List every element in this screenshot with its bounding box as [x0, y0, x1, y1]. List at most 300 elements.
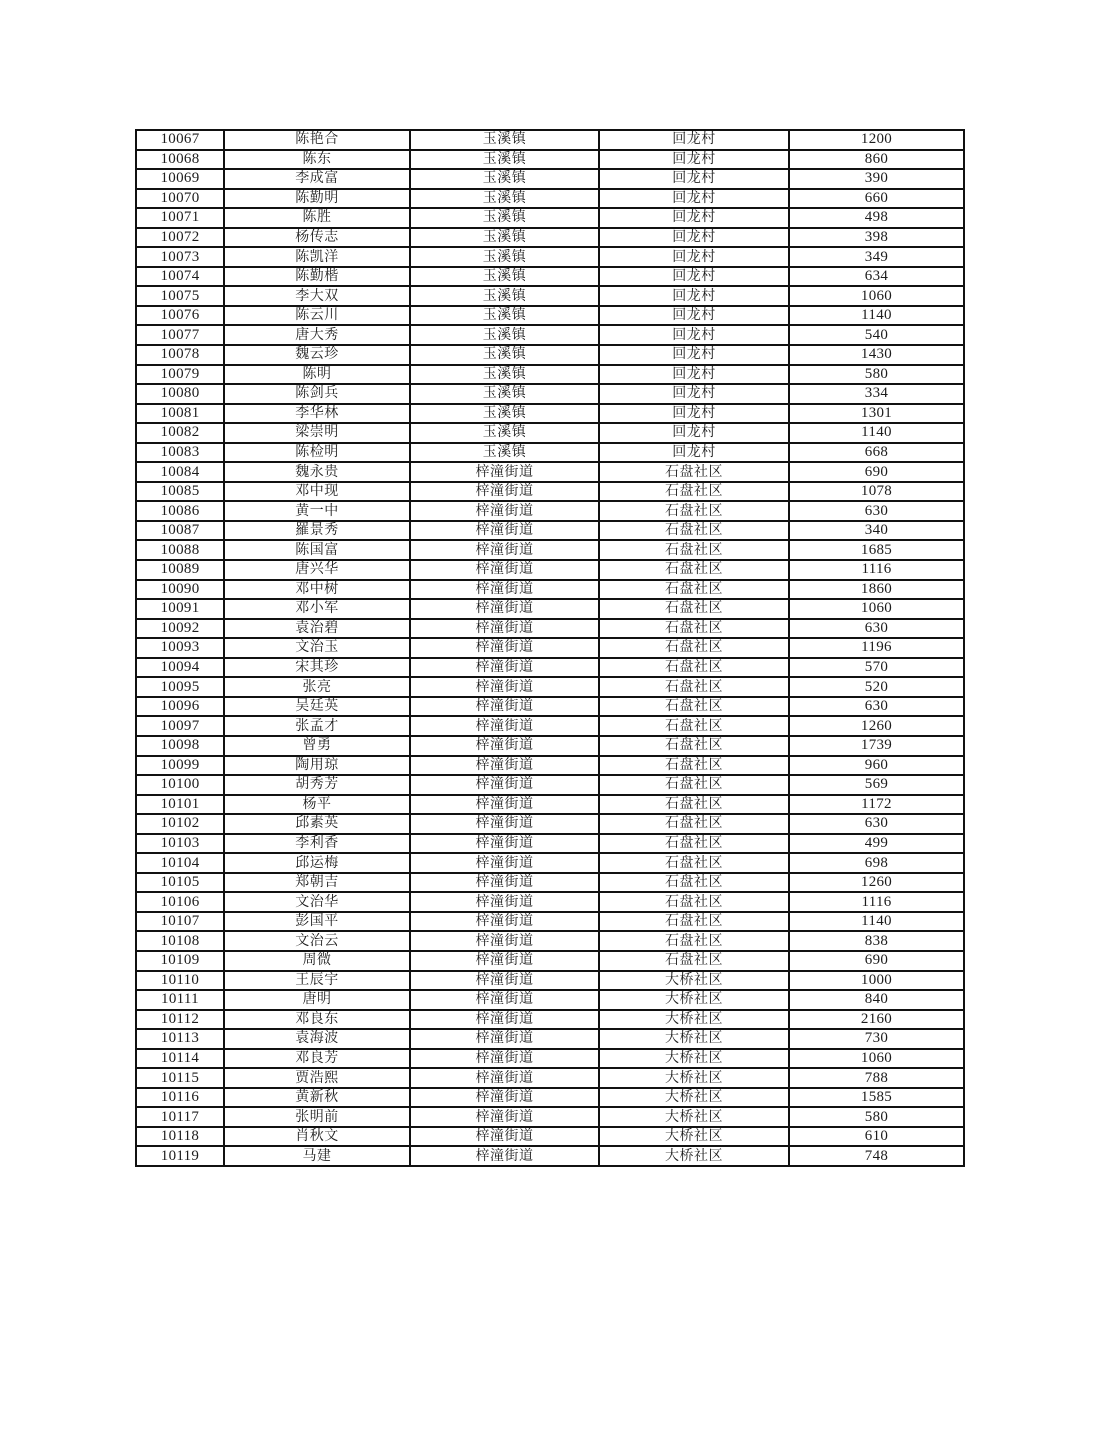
cell-village: 石盘社区 — [599, 853, 789, 873]
cell-town: 梓潼街道 — [410, 540, 599, 560]
cell-town: 玉溪镇 — [410, 130, 599, 150]
table-row — [136, 1068, 964, 1088]
cell-amount: 1200 — [789, 130, 964, 150]
cell-town: 梓潼街道 — [410, 638, 599, 658]
cell-amount: 1739 — [789, 736, 964, 756]
table-body — [136, 130, 964, 1166]
cell-village: 石盘社区 — [599, 677, 789, 697]
cell-id: 10080 — [136, 384, 224, 404]
cell-village: 回龙村 — [599, 286, 789, 306]
cell-name: 陈勤楷 — [224, 267, 410, 287]
cell-amount: 1685 — [789, 540, 964, 560]
cell-town: 梓潼街道 — [410, 482, 599, 502]
cell-name: 杨传志 — [224, 228, 410, 248]
cell-id: 10083 — [136, 443, 224, 463]
cell-village: 大桥社区 — [599, 1107, 789, 1127]
cell-amount: 668 — [789, 443, 964, 463]
cell-town: 梓潼街道 — [410, 658, 599, 678]
cell-amount: 630 — [789, 619, 964, 639]
cell-amount: 1060 — [789, 599, 964, 619]
cell-village: 回龙村 — [599, 423, 789, 443]
cell-village: 回龙村 — [599, 345, 789, 365]
cell-name: 李成富 — [224, 169, 410, 189]
cell-name: 陈云川 — [224, 306, 410, 326]
cell-name: 陶用琼 — [224, 756, 410, 776]
cell-village: 石盘社区 — [599, 912, 789, 932]
cell-village: 大桥社区 — [599, 1049, 789, 1069]
cell-name: 陈凯洋 — [224, 247, 410, 267]
cell-id: 10094 — [136, 658, 224, 678]
table-row — [136, 677, 964, 697]
cell-town: 梓潼街道 — [410, 560, 599, 580]
cell-id: 10096 — [136, 697, 224, 717]
cell-name: 袁海波 — [224, 1029, 410, 1049]
cell-town: 玉溪镇 — [410, 443, 599, 463]
table-row — [136, 775, 964, 795]
cell-id: 10090 — [136, 580, 224, 600]
cell-name: 唐大秀 — [224, 325, 410, 345]
table-row — [136, 150, 964, 170]
cell-amount: 569 — [789, 775, 964, 795]
cell-town: 玉溪镇 — [410, 423, 599, 443]
cell-amount: 334 — [789, 384, 964, 404]
cell-id: 10105 — [136, 873, 224, 893]
cell-name: 周微 — [224, 951, 410, 971]
table-row — [136, 1107, 964, 1127]
cell-name: 贾浩熙 — [224, 1068, 410, 1088]
cell-town: 梓潼街道 — [410, 677, 599, 697]
cell-village: 大桥社区 — [599, 971, 789, 991]
cell-village: 回龙村 — [599, 384, 789, 404]
cell-name: 邱素英 — [224, 814, 410, 834]
cell-village: 大桥社区 — [599, 1088, 789, 1108]
cell-amount: 1140 — [789, 423, 964, 443]
cell-amount: 1140 — [789, 306, 964, 326]
cell-name: 邓中树 — [224, 580, 410, 600]
cell-amount: 960 — [789, 756, 964, 776]
cell-name: 唐明 — [224, 990, 410, 1010]
cell-village: 石盘社区 — [599, 775, 789, 795]
cell-town: 梓潼街道 — [410, 853, 599, 873]
cell-id: 10093 — [136, 638, 224, 658]
cell-amount: 690 — [789, 462, 964, 482]
table-row — [136, 540, 964, 560]
cell-id: 10113 — [136, 1029, 224, 1049]
cell-name: 文治华 — [224, 892, 410, 912]
cell-town: 玉溪镇 — [410, 228, 599, 248]
cell-amount: 520 — [789, 677, 964, 697]
cell-village: 回龙村 — [599, 325, 789, 345]
cell-town: 梓潼街道 — [410, 580, 599, 600]
cell-id: 10088 — [136, 540, 224, 560]
table-row — [136, 1146, 964, 1166]
cell-id: 10085 — [136, 482, 224, 502]
table-row — [136, 580, 964, 600]
cell-name: 陈艳合 — [224, 130, 410, 150]
cell-id: 10115 — [136, 1068, 224, 1088]
cell-id: 10101 — [136, 795, 224, 815]
cell-amount: 838 — [789, 931, 964, 951]
cell-name: 文治云 — [224, 931, 410, 951]
cell-town: 玉溪镇 — [410, 365, 599, 385]
table-row — [136, 619, 964, 639]
cell-name: 陈勤明 — [224, 189, 410, 209]
cell-id: 10107 — [136, 912, 224, 932]
table-row — [136, 482, 964, 502]
table-row — [136, 560, 964, 580]
cell-id: 10069 — [136, 169, 224, 189]
cell-id: 10095 — [136, 677, 224, 697]
cell-amount: 630 — [789, 501, 964, 521]
cell-town: 玉溪镇 — [410, 208, 599, 228]
cell-id: 10072 — [136, 228, 224, 248]
cell-town: 梓潼街道 — [410, 1127, 599, 1147]
cell-amount: 1172 — [789, 795, 964, 815]
cell-village: 石盘社区 — [599, 756, 789, 776]
cell-village: 石盘社区 — [599, 716, 789, 736]
cell-town: 梓潼街道 — [410, 931, 599, 951]
cell-id: 10076 — [136, 306, 224, 326]
cell-village: 石盘社区 — [599, 697, 789, 717]
cell-amount: 730 — [789, 1029, 964, 1049]
table-row — [136, 951, 964, 971]
cell-id: 10102 — [136, 814, 224, 834]
cell-village: 石盘社区 — [599, 814, 789, 834]
cell-town: 梓潼街道 — [410, 736, 599, 756]
table-row — [136, 1049, 964, 1069]
cell-town: 梓潼街道 — [410, 1146, 599, 1166]
table-row — [136, 365, 964, 385]
table-row — [136, 384, 964, 404]
table-row — [136, 286, 964, 306]
cell-town: 玉溪镇 — [410, 384, 599, 404]
cell-amount: 788 — [789, 1068, 964, 1088]
cell-amount: 1000 — [789, 971, 964, 991]
cell-amount: 498 — [789, 208, 964, 228]
cell-town: 梓潼街道 — [410, 971, 599, 991]
cell-town: 玉溪镇 — [410, 169, 599, 189]
cell-amount: 340 — [789, 521, 964, 541]
cell-name: 李利香 — [224, 834, 410, 854]
table-row — [136, 990, 964, 1010]
cell-village: 石盘社区 — [599, 951, 789, 971]
cell-id: 10112 — [136, 1010, 224, 1030]
cell-amount: 698 — [789, 853, 964, 873]
table-row — [136, 1029, 964, 1049]
cell-name: 宋其珍 — [224, 658, 410, 678]
cell-village: 石盘社区 — [599, 619, 789, 639]
table-row — [136, 247, 964, 267]
cell-name: 邓中现 — [224, 482, 410, 502]
cell-id: 10077 — [136, 325, 224, 345]
table-row — [136, 345, 964, 365]
cell-id: 10082 — [136, 423, 224, 443]
cell-amount: 1060 — [789, 286, 964, 306]
table-row — [136, 931, 964, 951]
cell-name: 陈国富 — [224, 540, 410, 560]
table-row — [136, 306, 964, 326]
cell-village: 石盘社区 — [599, 462, 789, 482]
cell-name: 陈东 — [224, 150, 410, 170]
cell-amount: 1140 — [789, 912, 964, 932]
cell-name: 张孟才 — [224, 716, 410, 736]
cell-id: 10117 — [136, 1107, 224, 1127]
cell-id: 10087 — [136, 521, 224, 541]
cell-id: 10110 — [136, 971, 224, 991]
cell-name: 李大双 — [224, 286, 410, 306]
cell-name: 李华林 — [224, 404, 410, 424]
cell-amount: 1060 — [789, 1049, 964, 1069]
table-row — [136, 756, 964, 776]
cell-id: 10075 — [136, 286, 224, 306]
cell-village: 大桥社区 — [599, 990, 789, 1010]
cell-village: 石盘社区 — [599, 931, 789, 951]
cell-name: 黄新秋 — [224, 1088, 410, 1108]
cell-name: 陈胜 — [224, 208, 410, 228]
cell-town: 玉溪镇 — [410, 286, 599, 306]
cell-village: 石盘社区 — [599, 658, 789, 678]
cell-town: 梓潼街道 — [410, 912, 599, 932]
table-row — [136, 1010, 964, 1030]
cell-id: 10068 — [136, 150, 224, 170]
cell-name: 张亮 — [224, 677, 410, 697]
cell-village: 石盘社区 — [599, 540, 789, 560]
cell-town: 梓潼街道 — [410, 1068, 599, 1088]
cell-village: 回龙村 — [599, 247, 789, 267]
cell-name: 彭国平 — [224, 912, 410, 932]
cell-id: 10091 — [136, 599, 224, 619]
cell-name: 肖秋文 — [224, 1127, 410, 1147]
cell-id: 10097 — [136, 716, 224, 736]
table-row — [136, 912, 964, 932]
cell-name: 邱运梅 — [224, 853, 410, 873]
cell-amount: 630 — [789, 814, 964, 834]
cell-village: 石盘社区 — [599, 736, 789, 756]
cell-village: 大桥社区 — [599, 1127, 789, 1147]
cell-id: 10067 — [136, 130, 224, 150]
cell-name: 曾勇 — [224, 736, 410, 756]
cell-amount: 634 — [789, 267, 964, 287]
register-table — [135, 129, 965, 1167]
cell-village: 大桥社区 — [599, 1010, 789, 1030]
cell-village: 回龙村 — [599, 130, 789, 150]
table-row — [136, 443, 964, 463]
cell-town: 梓潼街道 — [410, 1049, 599, 1069]
cell-name: 陈检明 — [224, 443, 410, 463]
table-row — [136, 1127, 964, 1147]
table-row — [136, 873, 964, 893]
cell-village: 石盘社区 — [599, 521, 789, 541]
cell-name: 梁崇明 — [224, 423, 410, 443]
cell-name: 文治玉 — [224, 638, 410, 658]
cell-village: 大桥社区 — [599, 1068, 789, 1088]
table-row — [136, 521, 964, 541]
cell-village: 石盘社区 — [599, 560, 789, 580]
cell-town: 梓潼街道 — [410, 697, 599, 717]
cell-id: 10104 — [136, 853, 224, 873]
table-row — [136, 189, 964, 209]
cell-town: 梓潼街道 — [410, 892, 599, 912]
cell-amount: 390 — [789, 169, 964, 189]
cell-amount: 398 — [789, 228, 964, 248]
cell-town: 玉溪镇 — [410, 150, 599, 170]
table-row — [136, 423, 964, 443]
table-row — [136, 834, 964, 854]
cell-id: 10116 — [136, 1088, 224, 1108]
cell-id: 10109 — [136, 951, 224, 971]
cell-town: 梓潼街道 — [410, 619, 599, 639]
cell-village: 回龙村 — [599, 189, 789, 209]
cell-town: 梓潼街道 — [410, 775, 599, 795]
cell-amount: 570 — [789, 658, 964, 678]
cell-name: 邓良芳 — [224, 1049, 410, 1069]
cell-id: 10071 — [136, 208, 224, 228]
cell-village: 回龙村 — [599, 404, 789, 424]
cell-name: 黄一中 — [224, 501, 410, 521]
cell-town: 玉溪镇 — [410, 189, 599, 209]
cell-id: 10070 — [136, 189, 224, 209]
cell-town: 梓潼街道 — [410, 716, 599, 736]
cell-amount: 1078 — [789, 482, 964, 502]
cell-name: 马建 — [224, 1146, 410, 1166]
cell-village: 石盘社区 — [599, 873, 789, 893]
cell-town: 梓潼街道 — [410, 462, 599, 482]
cell-town: 梓潼街道 — [410, 1010, 599, 1030]
cell-town: 玉溪镇 — [410, 306, 599, 326]
cell-name: 唐兴华 — [224, 560, 410, 580]
cell-id: 10078 — [136, 345, 224, 365]
cell-town: 梓潼街道 — [410, 795, 599, 815]
cell-id: 10079 — [136, 365, 224, 385]
table-row — [136, 814, 964, 834]
cell-name: 邓良东 — [224, 1010, 410, 1030]
table-row — [136, 130, 964, 150]
cell-village: 石盘社区 — [599, 482, 789, 502]
cell-amount: 1116 — [789, 892, 964, 912]
table-row — [136, 971, 964, 991]
cell-name: 陈明 — [224, 365, 410, 385]
cell-town: 梓潼街道 — [410, 1088, 599, 1108]
table-row — [136, 716, 964, 736]
cell-amount: 660 — [789, 189, 964, 209]
table-row — [136, 267, 964, 287]
table-row — [136, 795, 964, 815]
cell-town: 玉溪镇 — [410, 325, 599, 345]
cell-amount: 1260 — [789, 873, 964, 893]
cell-amount: 690 — [789, 951, 964, 971]
cell-village: 石盘社区 — [599, 501, 789, 521]
cell-village: 石盘社区 — [599, 638, 789, 658]
cell-id: 10119 — [136, 1146, 224, 1166]
cell-amount: 540 — [789, 325, 964, 345]
table-row — [136, 599, 964, 619]
cell-amount: 1301 — [789, 404, 964, 424]
cell-village: 大桥社区 — [599, 1029, 789, 1049]
cell-village: 回龙村 — [599, 208, 789, 228]
cell-amount: 2160 — [789, 1010, 964, 1030]
cell-village: 回龙村 — [599, 443, 789, 463]
cell-village: 回龙村 — [599, 365, 789, 385]
cell-name: 魏云珍 — [224, 345, 410, 365]
cell-amount: 1260 — [789, 716, 964, 736]
cell-id: 10111 — [136, 990, 224, 1010]
cell-village: 回龙村 — [599, 306, 789, 326]
cell-town: 梓潼街道 — [410, 873, 599, 893]
table-row — [136, 638, 964, 658]
cell-name: 张明前 — [224, 1107, 410, 1127]
cell-id: 10074 — [136, 267, 224, 287]
cell-village: 大桥社区 — [599, 1146, 789, 1166]
cell-village: 回龙村 — [599, 150, 789, 170]
cell-amount: 610 — [789, 1127, 964, 1147]
cell-town: 梓潼街道 — [410, 1107, 599, 1127]
cell-amount: 1860 — [789, 580, 964, 600]
table-row — [136, 169, 964, 189]
cell-id: 10114 — [136, 1049, 224, 1069]
cell-town: 梓潼街道 — [410, 756, 599, 776]
cell-id: 10092 — [136, 619, 224, 639]
cell-name: 郑朝吉 — [224, 873, 410, 893]
table-row — [136, 658, 964, 678]
cell-id: 10081 — [136, 404, 224, 424]
cell-id: 10098 — [136, 736, 224, 756]
cell-id: 10108 — [136, 931, 224, 951]
cell-id: 10118 — [136, 1127, 224, 1147]
cell-village: 石盘社区 — [599, 795, 789, 815]
cell-name: 胡秀芳 — [224, 775, 410, 795]
cell-amount: 630 — [789, 697, 964, 717]
cell-town: 梓潼街道 — [410, 834, 599, 854]
cell-amount: 748 — [789, 1146, 964, 1166]
cell-amount: 1116 — [789, 560, 964, 580]
cell-id: 10106 — [136, 892, 224, 912]
cell-id: 10103 — [136, 834, 224, 854]
cell-village: 回龙村 — [599, 267, 789, 287]
table-row — [136, 697, 964, 717]
cell-town: 梓潼街道 — [410, 599, 599, 619]
table-row — [136, 208, 964, 228]
cell-village: 石盘社区 — [599, 599, 789, 619]
cell-village: 回龙村 — [599, 169, 789, 189]
cell-name: 邓小军 — [224, 599, 410, 619]
cell-id: 10099 — [136, 756, 224, 776]
cell-name: 王辰宇 — [224, 971, 410, 991]
cell-name: 杨平 — [224, 795, 410, 815]
cell-town: 梓潼街道 — [410, 951, 599, 971]
table-row — [136, 228, 964, 248]
cell-id: 10073 — [136, 247, 224, 267]
cell-town: 梓潼街道 — [410, 814, 599, 834]
cell-town: 玉溪镇 — [410, 404, 599, 424]
cell-village: 石盘社区 — [599, 834, 789, 854]
table-row — [136, 404, 964, 424]
cell-town: 梓潼街道 — [410, 1029, 599, 1049]
cell-town: 玉溪镇 — [410, 345, 599, 365]
cell-amount: 840 — [789, 990, 964, 1010]
cell-id: 10089 — [136, 560, 224, 580]
cell-name: 魏永贵 — [224, 462, 410, 482]
cell-name: 袁治碧 — [224, 619, 410, 639]
cell-village: 石盘社区 — [599, 580, 789, 600]
cell-village: 回龙村 — [599, 228, 789, 248]
cell-name: 陈剑兵 — [224, 384, 410, 404]
cell-name: 羅景秀 — [224, 521, 410, 541]
table-row — [136, 892, 964, 912]
cell-amount: 860 — [789, 150, 964, 170]
cell-id: 10084 — [136, 462, 224, 482]
cell-amount: 1196 — [789, 638, 964, 658]
cell-amount: 499 — [789, 834, 964, 854]
